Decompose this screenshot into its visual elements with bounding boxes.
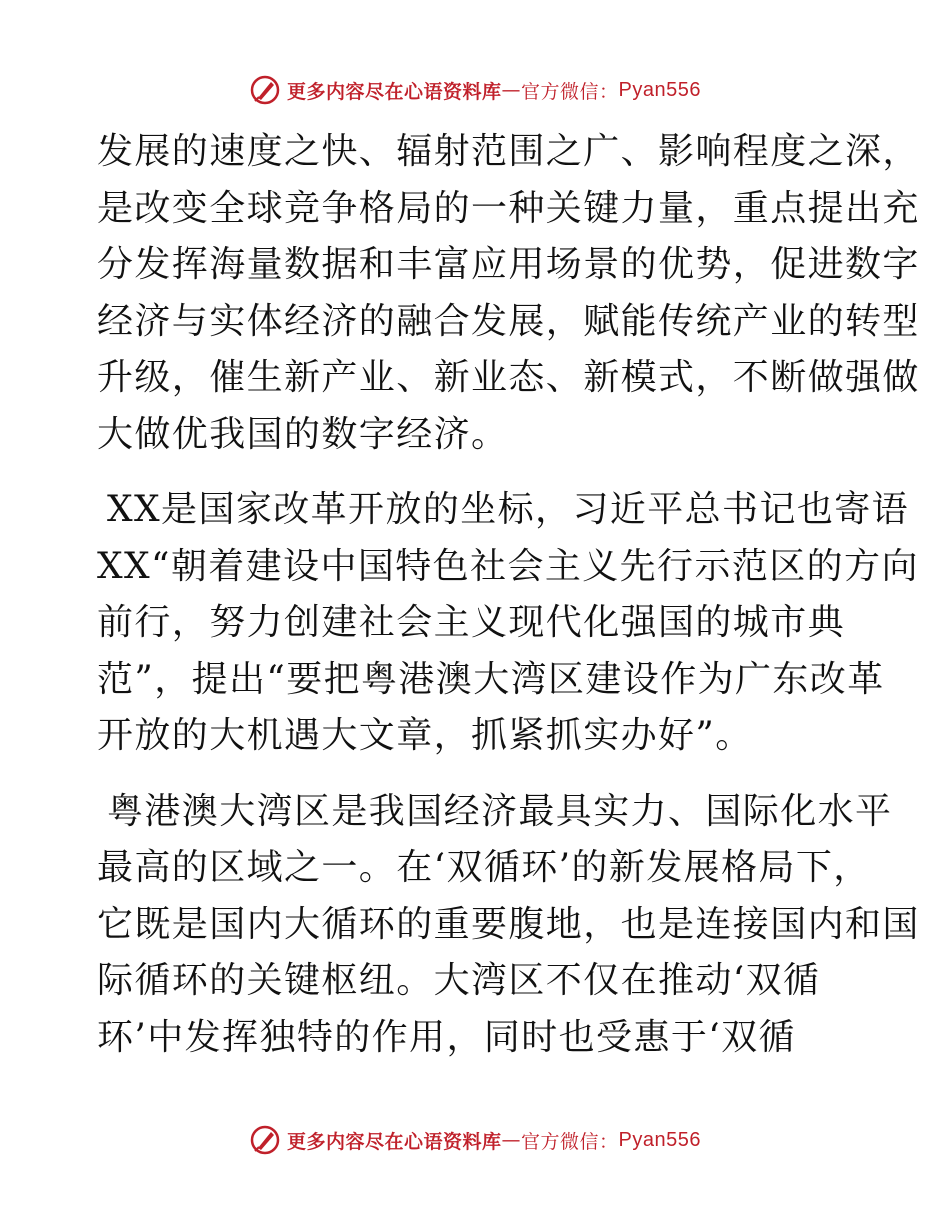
- banner-separator: —: [501, 1129, 522, 1151]
- banner-wechat-id: Pyan556: [618, 78, 701, 101]
- banner-main-text: 更多内容尽在心语资料库: [287, 1130, 502, 1153]
- text-line: 它既是国内大循环的重要腹地，也是连接国内和国: [97, 903, 920, 945]
- banner-wechat-id: Pyan556: [618, 1128, 701, 1151]
- text-line: 开放的大机遇大文章，抓紧抓实办好”。: [97, 715, 753, 756]
- banner-main-text: 更多内容尽在心语资料库: [287, 80, 502, 103]
- banner-wechat-label: 官方微信：: [521, 1130, 619, 1153]
- text-line: 环’中发挥独特的作用，同时也受惠于‘双循: [97, 1016, 796, 1058]
- text-line: XX是国家改革开放的坐标，习近平总书记也寄语: [107, 489, 910, 530]
- banner-wechat-label: 官方微信：: [521, 80, 619, 103]
- footer-banner: [0, 1120, 950, 1160]
- banner-separator: —: [501, 79, 522, 101]
- quill-pen-logo-icon: [249, 1124, 281, 1156]
- text-line: 经济与实体经济的融合发展，赋能传统产业的转型: [97, 300, 920, 342]
- text-line: 前行，努力创建社会主义现代化强国的城市典: [97, 602, 846, 643]
- paragraph-2: [97, 482, 919, 765]
- text-line: 分发挥海量数据和丰富应用场景的优势，促进数字: [97, 244, 920, 285]
- text-line: XX“朝着建设中国特色社会主义先行示范区的方向: [97, 545, 919, 587]
- text-line: 升级，催生新产业、新业态、新模式，不断做强做: [97, 357, 920, 398]
- text-line: 是改变全球竞争格局的一种关键力量，重点提出充: [97, 187, 920, 229]
- paragraph-1: [97, 124, 920, 463]
- paragraph-3: [97, 784, 920, 1067]
- text-line: 最高的区域之一。在‘双循环’的新发展格局下，: [97, 847, 871, 888]
- document-body: [97, 124, 920, 1085]
- text-line: 粤港澳大湾区是我国经济最具实力、国际化水平: [107, 790, 893, 832]
- header-banner: [0, 70, 950, 110]
- quill-pen-logo-icon: [249, 74, 281, 106]
- text-line: 发展的速度之快、辐射范围之广、影响程度之深，: [97, 131, 920, 172]
- text-line: 大做优我国的数字经济。: [97, 413, 509, 455]
- text-line: 际循环的关键枢纽。大湾区不仅在推动‘双循: [97, 960, 821, 1001]
- text-line: 范”，提出“要把粤港澳大湾区建设作为广东改革: [97, 658, 885, 700]
